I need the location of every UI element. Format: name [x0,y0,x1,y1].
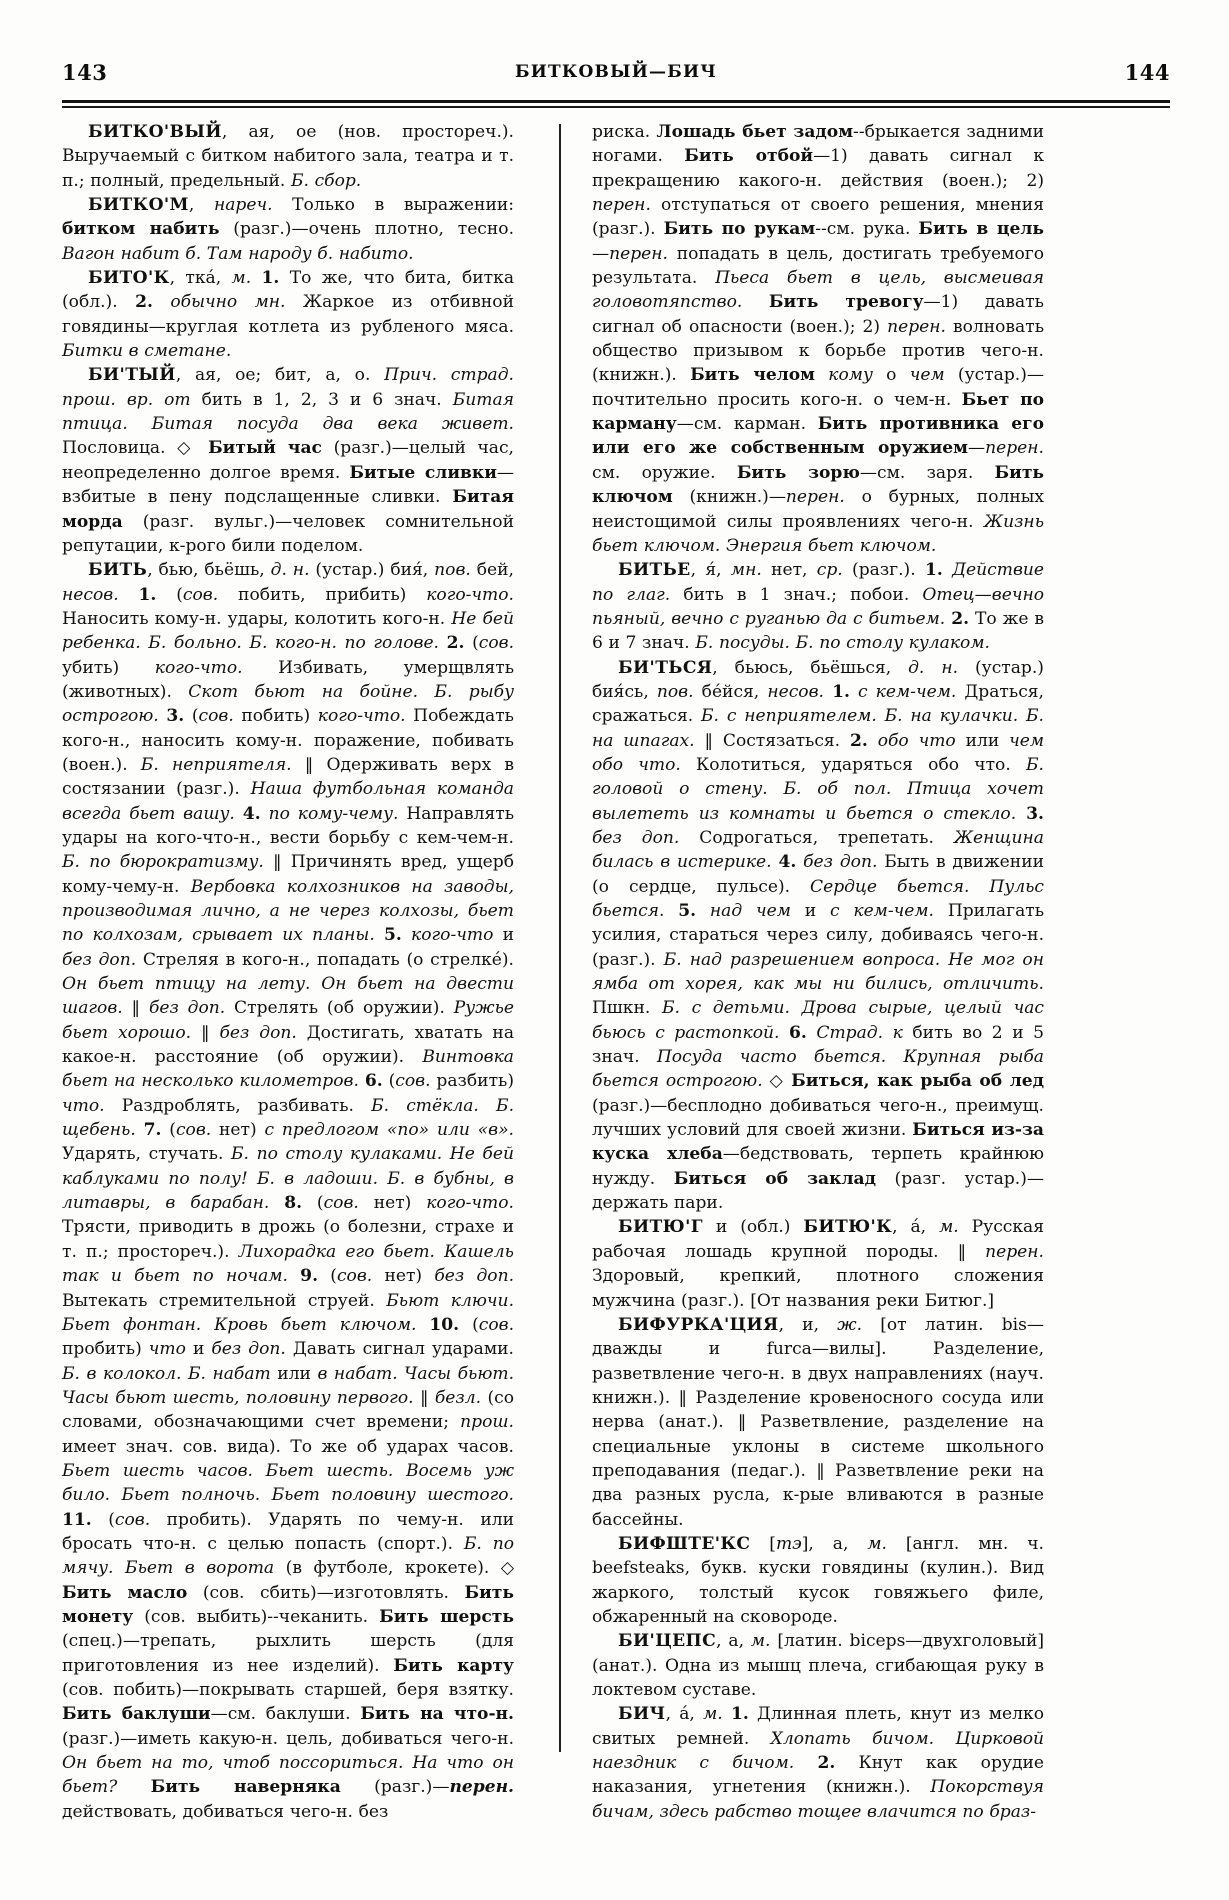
entry-bitkom: БИТКО'М, нареч. Только в выражении: битком набить (разг.)—очень плотно, тесно. Вагон набит б. Там народу б. набито. [62,195,514,264]
column-left [62,120,514,1824]
page-header [62,60,1170,104]
entry-bifshteks: БИФШТЕ'КС [тэ], а, м. [англ. мн. ч. beefsteaks, букв. куски говядины (кулин.). Вид жаркого, толстый кусок говяжьего филе, обжаренный на сковороде. [592,1533,1044,1627]
running-head: БИТКОВЫЙ—БИЧ [515,62,717,82]
folio-left: 143 [62,60,108,85]
entry-bit-cont: риска. Лошадь бьет задом--брыкается задними ногами. Бить отбой—1) давать сигнал к прекращению какого-н. действия (воен.); 2) перен. отступаться от своего решения, мнения (разг.). Бить по рукам--см. рука. Бить в цель—перен. попадать в цель, достигать требуемого результата. Пьеса бьет в цель, высмеивая головотяпство. Бить тревогу—1) давать сигнал об опасности (воен.); 2) перен. волновать общество призывом к борьбе против чего-н. (книжн.). Бить челом кому о чем (устар.)—почтительно просить кого-н. о чем-н. Бьет по карману—см. карман. Бить противника его или его же собственным оружием—перен. см. оружие. Бить зорю—см. заря. Бить ключом (книжн.)—перен. о бурных, полных неистощимой силы проявлениях чего-н. Жизнь бьет ключом. Энергия бьет ключом. [592,122,1045,556]
entry-bitok: БИТО'К, ткá, м. 1. То же, что бита, битка (обл.). 2. обычно мн. Жаркое из отбивной говядины—круглая котлета из рубленого мяса. Битки в сметане. [62,268,515,362]
entry-bitkovyy: БИТКО'ВЫЙ, ая, ое (нов. простореч.). Выручаемый с битком набитого зала, театра и т. п.; полный, предельный. Б. сбор. [62,122,514,191]
entry-bitseps: БИ'ЦЕПС, а, м. [латин. biceps—двухголовый] (анат.). Одна из мышц плеча, сгибающая руку в локтевом суставе. [592,1631,1045,1700]
entry-bityug: БИТЮ'Г и (обл.) БИТЮ'К, á, м. Русская рабочая лошадь крупной породы. ‖ перен. Здоровый, крепкий, плотного сложения мужчина (разг.). [От названия реки Битюг.] [592,1217,1044,1311]
entry-bifurkatsiya: БИФУРКА'ЦИЯ, и, ж. [от латин. bis—дважды и furca—вилы]. Разделение, разветвление чего-н. в двух направлениях (науч. книжн.). ‖ Разделение кровеносного сосуда или нерва (анат.). ‖ Разветвление, разделение на специальные уклоны в системе школьного преподавания (педаг.). ‖ Разветвление реки на два разных русла, к-рые вливаются в разные бассейны. [592,1314,1044,1530]
column-divider [559,124,561,1752]
text-columns [62,120,1170,1822]
entry-bit: БИТЬ, бью, бьёшь, д. н. (устар.) бия́, пов. бей, несов. 1. (сов. побить, прибить) кого-что. Наносить кому-н. удары, колотить кого-н. Не бей ребенка. Б. больно. Б. кого-н. по голове. 2. (сов. убить) кого-что. Избивать, умерщвлять (животных). Скот бьют на бойне. Б. рыбу острогою. 3. (сов. побить) кого-что. Побеждать кого-н., наносить кому-н. поражение, побивать (воен.). Б. неприятеля. ‖ Одерживать верх в состязании (разг.). Наша футбольная команда всегда бьет вашу. 4. по кому-чему. Направлять удары на кого-что-н., вести борьбу с кем-чем-н. Б. по бюрократизму. ‖ Причинять вред, ущерб кому-чему-н. Вербовка колхозников на заводы, производимая лично, а не через колхозы, бьет по колхозам, срывает их планы. 5. кого-что и без доп. Стреляя в кого-н., попадать (о стрелкé). Он бьет птицу на лету. Он бьет на двести шагов. ‖ без доп. Стрелять (об оружии). Ружье бьет хорошо. ‖ без доп. Достигать, хватать на какое-н. расстояние (об оружии). Винтовка бьет на несколько километров. 6. (сов. разбить) что. Раздроблять, разбивать. Б. стёкла. Б. щебень. 7. (сов. нет) с предлогом «по» или «в». Ударять, стучать. Б. по столу кулаками. Не бей каблуками по полу! Б. в ладоши. Б. в бубны, в литавры, в барабан. 8. (сов. нет) кого-что. Трясти, приводить в дрожь (о болезни, страхе и т. п.; простореч.). Лихорадка его бьет. Кашель так и бьет по ночам. 9. (сов. нет) без доп. Вытекать стремительной струей. Бьют ключи. Бьет фонтан. Кровь бьет ключом. 10. (сов. пробить) что и без доп. Давать сигнал ударами. Б. в колокол. Б. набат или в набат. Часы бьют. Часы бьют шесть, половину первого. ‖ безл. (со словами, обозначающими счет времени; прош. имеет знач. сов. вида). То же об ударах часов. Бьет шесть часов. Бьет шесть. Восемь уж било. Бьет полночь. Бьет половину шестого. 11. (сов. пробить). Ударять по чему-н. или бросать что-н. с целью попасть (спорт.). Б. по мячу. Бьет в ворота (в футболе, крокете). ◇ Бить масло (сов. сбить)—изготовлять. Бить монету (сов. выбить)--чеканить. Бить шерсть (спец.)—трепать, рыхлить шерсть (для приготовления из нее изделий). Бить карту (сов. побить)—покрывать старшей, беря взятку. Бить баклуши—см. баклуши. Бить на что-н. (разг.)—иметь какую-н. цель, добиваться чего-н. Он бьет на то, чтоб поссориться. На что он бьет? Бить наверняка (разг.)—перен. действовать, добиваться чего-н. без [62,560,515,1822]
column-right [592,120,1044,1824]
entry-bityy: БИ'ТЫЙ, ая, ое; бит, а, о. Прич. страд. прош. вр. от бить в 1, 2, 3 и 6 знач. Битая птица. Битая посуда два века живет. Пословица. ◇ Битый час (разг.)—целый час, неопределенно долгое время. Битые сливки—взбитые в пену подслащенные сливки. Битая морда (разг. вульг.)—человек сомнительной репутации, к-рого били поделом. [62,365,514,556]
header-rule-thin [62,106,1170,108]
folio-right: 144 [1124,60,1170,85]
entry-bich: БИЧ, á, м. 1. Длинная плеть, кнут из мелко свитых ремней. Хлопать бичом. Цирковой наездник с бичом. 2. Кнут как орудие наказания, угнетения (книжн.). Покорствуя бичам, здесь рабство тощее влачится по браз- [592,1704,1044,1822]
header-rule-thick [62,100,1170,103]
entry-bitye: БИТЬЕ, я́, мн. нет, ср. (разг.). 1. Действие по глаг. бить в 1 знач.; побои. Отец—вечно пьяный, вечно с руганью да с битьем. 2. То же в 6 и 7 знач. Б. посуды. Б. по столу кулаком. [592,560,1045,654]
entry-bitsya: БИ'ТЬСЯ, бьюсь, бьёшься, д. н. (устар.) бия́сь, пов. бе́йся, несов. 1. с кем-чем. Драться, сражаться. Б. с неприятелем. Б. на кулачки. Б. на шпагах. ‖ Состязаться. 2. обо что или чем обо что. Колотиться, ударяться обо что. Б. головой о стену. Б. об пол. Птица хочет вылететь из комнаты и бьется о стекло. 3. без доп. Содрогаться, трепетать. Женщина билась в истерике. 4. без доп. Быть в движении (о сердце, пульсе). Сердце бьется. Пульс бьется. 5. над чем и с кем-чем. Прилагать усилия, стараться через силу, добиваясь чего-н. (разг.). Б. над разрешением вопроса. Не мог он ямба от хорея, как мы ни бились, отличить. Пшкн. Б. с детьми. Дрова сырые, целый час бьюсь с растопкой. 6. Страд. к бить во 2 и 5 знач. Посуда часто бьется. Крупная рыба бьется острогою. ◇ Биться, как рыба об лед (разг.)—бесплодно добиваться чего-н., преимущ. лучших условий для своей жизни. Биться из-за куска хлеба—бедствовать, терпеть крайнюю нужду. Биться об заклад (разг. устар.)—держать пари. [592,657,1045,1214]
